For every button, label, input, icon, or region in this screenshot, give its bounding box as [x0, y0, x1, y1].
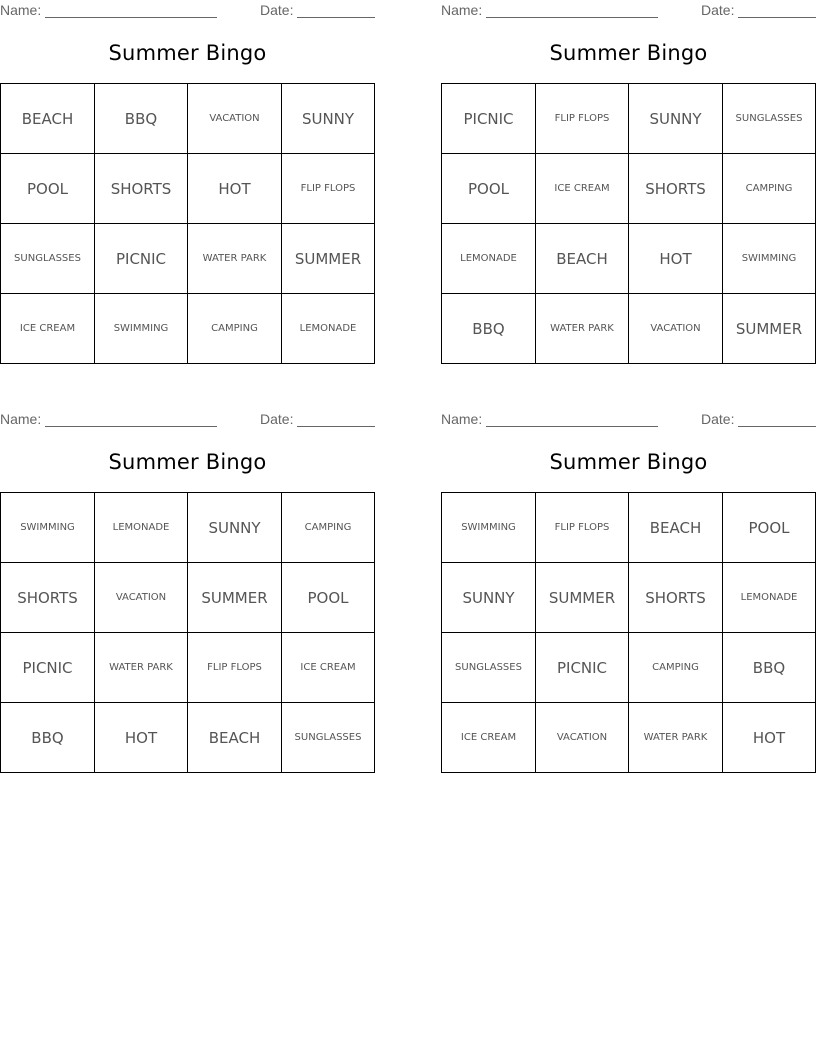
bingo-grid: [441, 492, 816, 773]
bingo-cell: SHORTS: [95, 154, 188, 224]
bingo-cell: FLIP FLOPS: [282, 154, 375, 224]
bingo-cell: ICE CREAM: [1, 294, 95, 364]
bingo-cell: PICNIC: [442, 84, 536, 154]
bingo-grid: [0, 83, 375, 364]
bingo-cell: FLIP FLOPS: [536, 493, 629, 563]
bingo-cell: SUNNY: [629, 84, 723, 154]
bingo-cell: LEMONADE: [723, 563, 816, 633]
bingo-cell: HOT: [723, 703, 816, 773]
name-label: Name:: [0, 411, 42, 427]
bingo-cell: LEMONADE: [442, 224, 536, 294]
bingo-grid: [441, 83, 816, 364]
date-label: Date:: [260, 2, 294, 18]
bingo-cell: BEACH: [536, 224, 629, 294]
bingo-cell: SUNNY: [188, 493, 282, 563]
date-line[interactable]: [738, 426, 816, 427]
bingo-cell: VACATION: [536, 703, 629, 773]
bingo-cell: FLIP FLOPS: [536, 84, 629, 154]
bingo-cell: WATER PARK: [629, 703, 723, 773]
bingo-cell: POOL: [282, 563, 375, 633]
bingo-cell: WATER PARK: [536, 294, 629, 364]
card-header: [441, 411, 816, 427]
bingo-cell: SUNGLASSES: [723, 84, 816, 154]
name-line[interactable]: [486, 426, 658, 427]
bingo-cell: LEMONADE: [282, 294, 375, 364]
bingo-cell: SUMMER: [282, 224, 375, 294]
bingo-cell: ICE CREAM: [282, 633, 375, 703]
card-header: [0, 411, 375, 427]
bingo-cell: POOL: [1, 154, 95, 224]
bingo-cell: BEACH: [1, 84, 95, 154]
bingo-cell: WATER PARK: [188, 224, 282, 294]
card-title: Summer Bingo: [108, 41, 267, 65]
bingo-cell: VACATION: [629, 294, 723, 364]
bingo-cell: ICE CREAM: [536, 154, 629, 224]
bingo-cell: BBQ: [723, 633, 816, 703]
bingo-cell: SWIMMING: [95, 294, 188, 364]
bingo-cell: HOT: [629, 224, 723, 294]
name-line[interactable]: [45, 426, 217, 427]
name-label: Name:: [441, 2, 483, 18]
bingo-cell: PICNIC: [536, 633, 629, 703]
bingo-cell: FLIP FLOPS: [188, 633, 282, 703]
bingo-cell: POOL: [723, 493, 816, 563]
card-header: [441, 2, 816, 18]
date-line[interactable]: [297, 17, 375, 18]
bingo-cell: CAMPING: [282, 493, 375, 563]
card-title: Summer Bingo: [108, 450, 267, 474]
bingo-card: [441, 0, 816, 365]
bingo-card: [0, 409, 375, 774]
bingo-cell: SUNNY: [442, 563, 536, 633]
bingo-cell: SUNGLASSES: [442, 633, 536, 703]
bingo-cell: PICNIC: [1, 633, 95, 703]
bingo-cell: CAMPING: [629, 633, 723, 703]
card-title: Summer Bingo: [549, 41, 708, 65]
date-label: Date:: [701, 411, 735, 427]
bingo-cell: SUMMER: [188, 563, 282, 633]
date-line[interactable]: [738, 17, 816, 18]
bingo-cell: BBQ: [442, 294, 536, 364]
bingo-cell: BBQ: [95, 84, 188, 154]
bingo-cell: PICNIC: [95, 224, 188, 294]
bingo-cell: POOL: [442, 154, 536, 224]
bingo-cell: BEACH: [629, 493, 723, 563]
bingo-cell: BEACH: [188, 703, 282, 773]
bingo-cell: SHORTS: [629, 154, 723, 224]
bingo-cell: VACATION: [188, 84, 282, 154]
bingo-grid: [0, 492, 375, 773]
bingo-card: [0, 0, 375, 365]
bingo-cell: SUNGLASSES: [1, 224, 95, 294]
card-title: Summer Bingo: [549, 450, 708, 474]
bingo-cell: WATER PARK: [95, 633, 188, 703]
card-header: [0, 2, 375, 18]
name-label: Name:: [441, 411, 483, 427]
bingo-cell: CAMPING: [723, 154, 816, 224]
date-label: Date:: [260, 411, 294, 427]
bingo-cell: SWIMMING: [723, 224, 816, 294]
bingo-cell: SHORTS: [1, 563, 95, 633]
bingo-cell: SHORTS: [629, 563, 723, 633]
bingo-cell: HOT: [95, 703, 188, 773]
bingo-cell: SWIMMING: [1, 493, 95, 563]
date-label: Date:: [701, 2, 735, 18]
bingo-cell: BBQ: [1, 703, 95, 773]
bingo-cell: SUNNY: [282, 84, 375, 154]
bingo-cell: HOT: [188, 154, 282, 224]
bingo-cell: CAMPING: [188, 294, 282, 364]
bingo-cell: ICE CREAM: [442, 703, 536, 773]
name-line[interactable]: [486, 17, 658, 18]
bingo-cell: SUMMER: [723, 294, 816, 364]
bingo-cell: LEMONADE: [95, 493, 188, 563]
date-line[interactable]: [297, 426, 375, 427]
name-label: Name:: [0, 2, 42, 18]
bingo-cell: SUNGLASSES: [282, 703, 375, 773]
name-line[interactable]: [45, 17, 217, 18]
bingo-cell: VACATION: [95, 563, 188, 633]
bingo-cell: SUMMER: [536, 563, 629, 633]
bingo-card: [441, 409, 816, 774]
bingo-cell: SWIMMING: [442, 493, 536, 563]
